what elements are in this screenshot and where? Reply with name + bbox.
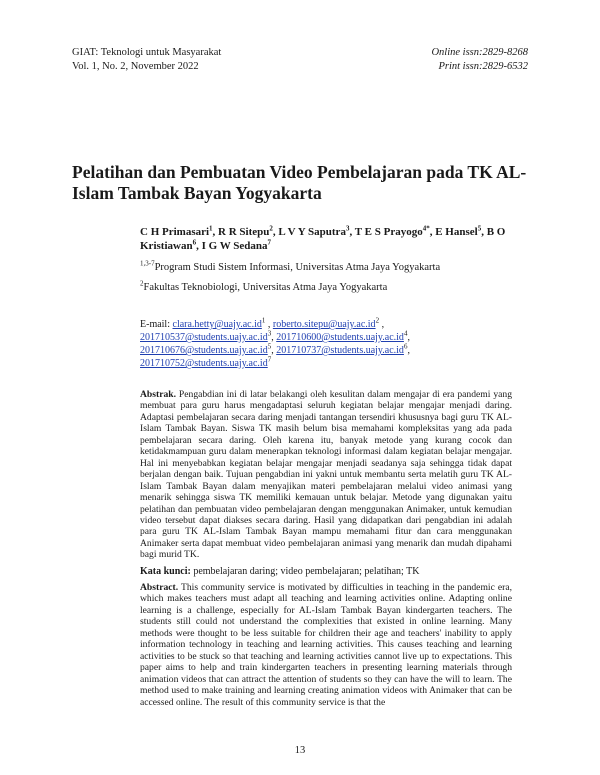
author-list: C H Primasari$^1$, R R Sitepu$^2$, L V Y Saputra$^3$, T E S Prayogo$^{4*}$, E Hansel$^5$, B O Kristiawan$^6$, I G W Sedana$^7$ xyxy=(140,224,506,252)
email-link[interactable]: clara.hetty@uajy.ac.id xyxy=(172,319,262,330)
email-sup: 6 xyxy=(403,342,408,351)
author-name: T E S Prayogo xyxy=(354,226,423,238)
email-link[interactable]: 201710537@students.uajy.ac.id xyxy=(140,332,268,343)
abstract-text: Pengabdian ini di latar belakangi oleh kesulitan dalam mengajar di era pandemi yang membuat para guru harus mengadaptasi seluruh kegiatan belajar mengajar menjadi daring. Adaptasi pembelajaran secara daring menjadi tantangan tersendiri khususnya bagi guru TK AL-Islam Tambak Bayan. Siswa TK masih belum bisa memahami kompleksitas yang ada pada pembelajaran secara daring. Oleh karena itu, banyak metode yang kurang cocok dan ketidakmampuan guru dalam menerapkan teknologi informasi dalam kegiatan belajar mengajar. Hal ini menyebabkan kegiatan belajar mengajar menjadi seadanya saja sehingga tidak dapat berjalan dengan baik. Tujuan pengabdian ini yakni untuk membantu serta melatih guru TK AL-Islam Tambak Bayan dalam menyajikan materi pembelajaran melalui video animasi yang menarik sehingga siswa TK memiliki kemauan untuk belajar. Metode yang digunakan yaitu pelatihan dan pembuatan video pembelajaran dengan menggunakan Animaker, untuk kemudian video tersebut dapat diakses secara daring. Hasil yang didapatkan dari pengabdian ini adalah para guru TK AL-Islam Tambak Bayan mampu memahami fitur dan cara menggunakan Animaker serta dapat membuat video pembelajaran animasi yang menarik dan mudah dipahami bagi murid TK. xyxy=(140,389,512,561)
journal-volume: Vol. 1, No. 2, November 2022 xyxy=(72,61,199,72)
affiliation-sup: 2 xyxy=(140,279,144,288)
page-number: 13 xyxy=(294,745,306,756)
author-sup: 2 xyxy=(269,224,273,233)
author-sup: 6 xyxy=(192,238,197,247)
email-link[interactable]: roberto.sitepu@uajy.ac.id xyxy=(272,319,376,330)
affiliation-text: Program Studi Sistem Informasi, Universitas Atma Jaya Yogyakarta xyxy=(154,262,441,273)
abstract-label: Abstrak. xyxy=(140,389,176,400)
affiliation-text: Fakultas Teknobiologi, Universitas Atma Jaya Yogyakarta xyxy=(143,282,388,293)
abstract-en-label: Abstract. xyxy=(140,582,179,593)
affiliation-sup: 1,3-7 xyxy=(140,259,155,268)
author-name: B O Kristiawan xyxy=(140,226,506,252)
author-sup: 5 xyxy=(477,224,482,233)
online-issn: Online issn:2829-8268 xyxy=(431,47,528,58)
abstract-en-text: This community service is motivated by difficulties in teaching in the pandemic era, which makes teachers must adapt all teaching and learning activities online. Adapting online learning is a challenge, especially for AL-Islam Tambak Bayan kindergarten teachers. The students still could not understand the complexities that existed in online learning. Many methods were thought to be less suitable for children their age and teachers' inability to apply information technology in teaching and learning activities. This causes teaching and learning activities to be stuck so that teaching and learning activities cannot live up to expectations. This paper aims to help and train kindergarten teachers in presenting learning materials through animation videos that can attract the attention of students so they can have the will to learn. The method used to make training and learning creating animation videos with Animaker that can be accessed online. The result of this community service is that the xyxy=(140,582,512,708)
author-name: L V Y Saputra xyxy=(278,226,346,238)
affiliation-2 xyxy=(140,281,387,295)
email-label: E-mail: xyxy=(140,319,170,330)
print-issn: Print issn:2829-6532 xyxy=(438,61,528,72)
email-link[interactable]: 201710752@students.uajy.ac.id xyxy=(140,358,268,369)
email-sup: 3 xyxy=(267,329,272,338)
email-sup: 2 xyxy=(375,316,380,325)
email-sup: 5 xyxy=(267,342,272,351)
running-header-left xyxy=(72,46,221,74)
author-name: C H Primasari xyxy=(140,226,210,238)
author-sup: 7 xyxy=(267,238,271,247)
author-sup: 4* xyxy=(422,224,430,233)
paper-title: Pelatihan dan Pembuatan Video Pembelajaran pada TK AL-Islam Tambak Bayan Yogyakarta xyxy=(72,162,527,203)
author-sup: 1 xyxy=(209,224,213,233)
running-header-right xyxy=(431,46,528,74)
email-link[interactable]: 201710600@students.uajy.ac.id xyxy=(276,332,404,343)
author-sup: 3 xyxy=(345,224,350,233)
abstract-english xyxy=(140,582,512,708)
email-block: E-mail: $clara.hetty@uajy.ac.id^1$ , $roberto.sitepu@uajy.ac.id^2$ , $201710537@students.uajy.ac.id^3$, $201710600@students.uajy.ac.id^4$, $201710676@students.uajy.ac.id^5$, $201710737@students.uajy.ac.id^6$, $201710752@students.uajy.ac.id^7$ xyxy=(140,316,410,369)
author-name: R R Sitepu xyxy=(218,226,270,238)
author-name: I G W Sedana xyxy=(201,240,268,252)
affiliation-1 xyxy=(140,261,440,275)
keywords-text: pembelajaran daring; video pembelajaran; pelatihan; TK xyxy=(193,566,420,577)
journal-name: GIAT: Teknologi untuk Masyarakat xyxy=(72,47,222,58)
email-link[interactable]: 201710676@students.uajy.ac.id xyxy=(140,345,268,356)
email-link[interactable]: 201710737@students.uajy.ac.id xyxy=(276,345,404,356)
author-name: E Hansel xyxy=(435,226,478,238)
email-sup: 4 xyxy=(403,329,408,338)
keywords-label: Kata kunci: xyxy=(140,566,191,577)
keywords xyxy=(140,566,512,578)
email-sup: 7 xyxy=(267,355,272,364)
abstract-indonesian xyxy=(140,389,512,561)
email-sup: 1 xyxy=(261,316,266,325)
